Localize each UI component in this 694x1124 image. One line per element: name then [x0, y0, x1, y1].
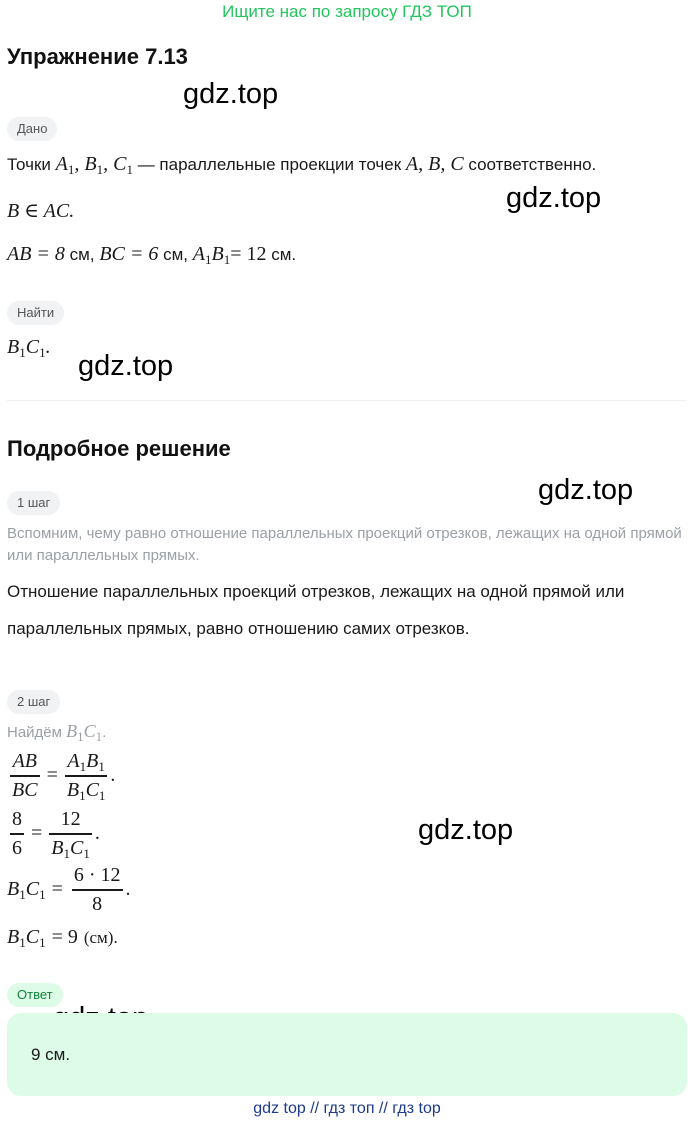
footer-links: gdz top // гдз топ // гдз top — [253, 1100, 441, 1117]
equation-4: $B_1C_1$ = 9 (см). — [7, 926, 118, 950]
math-a1b1-value: = 12 — [230, 243, 267, 265]
find-expression: $B_1C_1$. — [7, 336, 51, 360]
answer-badge: Ответ — [7, 983, 63, 1007]
math-points-abc: A, B, C — [405, 153, 464, 175]
step-2-hint: Найдём $B_1C_1$. — [7, 721, 107, 744]
search-banner: Ищите нас по запросу ГДЗ ТОП — [222, 2, 472, 21]
fraction: $\frac{12}{B_1C_1}$ — [51, 808, 90, 861]
math-b1c1: $B_1C_1$ — [66, 721, 103, 744]
math-bc: BC = 6 — [99, 243, 159, 265]
unit-cm: см — [69, 245, 90, 264]
step-2-hint-text: Найдём — [7, 724, 62, 741]
math-ab: AB = 8 — [7, 243, 65, 265]
given-line-1-suffix: соответственно. — [468, 155, 597, 174]
fraction: $\frac{A_1B_1}{B_1C_1}$ — [66, 750, 106, 803]
answer-value: 9 см. — [31, 1045, 71, 1064]
equation-1: $\frac{AB}{BC}$ = $\frac{A_1B_1}{B_1C_1}$ . — [12, 750, 116, 803]
watermark: gdz.top — [418, 814, 514, 846]
divider — [7, 400, 687, 401]
unit-cm: см — [163, 245, 184, 264]
equation-3: $B_1C_1$ = $\frac{6 \cdot 12}{8}$ . — [7, 864, 131, 915]
step-2-badge: 2 шаг — [7, 690, 60, 714]
given-badge: Дано — [7, 117, 57, 141]
page-title: Упражнение 7.13 — [7, 44, 188, 69]
given-line-3: AB = 8 см, BC = 6 см, $A_1B_1= 12$ см. — [7, 243, 297, 267]
step-1-badge: 1 шаг — [7, 491, 60, 515]
fraction: $\frac{6 \cdot 12}{8}$ — [73, 864, 121, 915]
watermark: gdz.top — [78, 350, 174, 382]
fraction: $\frac{AB}{BC}$ — [12, 750, 38, 801]
given-line-1 — [7, 153, 596, 176]
find-badge: Найти — [7, 301, 64, 325]
given-line-1-prefix: Точки — [7, 155, 51, 174]
given-line-1-mid: — параллельные проекции точек — [137, 155, 402, 174]
equation-4-unit: (см). — [83, 927, 118, 947]
fraction: $\frac{8}{6}$ — [12, 808, 22, 859]
equation-2: $\frac{8}{6}$ = $\frac{12}{B_1C_1}$ . — [12, 808, 100, 861]
math-points: $A_1$, $B_1$, $C_1$ — [55, 153, 133, 177]
solution-heading: Подробное решение — [7, 436, 231, 461]
unit-cm: см — [271, 245, 292, 264]
watermark: gdz.top — [538, 474, 634, 506]
watermark: gdz.top — [506, 182, 602, 214]
step-1-text-line-1: Отношение параллельных проекций отрезков, лежащих на одной прямой или — [7, 582, 625, 601]
step-1-hint: Вспомним, чему равно отношение параллельных проекций отрезков, лежащих на одной прямой или параллельных прямых. — [7, 525, 682, 564]
math-a1b1: $A_1B_1$ — [192, 243, 231, 267]
equation-4-value: = 9 — [51, 926, 78, 948]
step-1-text-line-2: параллельных прямых, равно отношению самих отрезков. — [7, 619, 470, 638]
watermark: gdz.top — [183, 78, 279, 110]
answer-box — [7, 1013, 687, 1096]
given-line-2: B ∈ AC. — [7, 200, 75, 222]
